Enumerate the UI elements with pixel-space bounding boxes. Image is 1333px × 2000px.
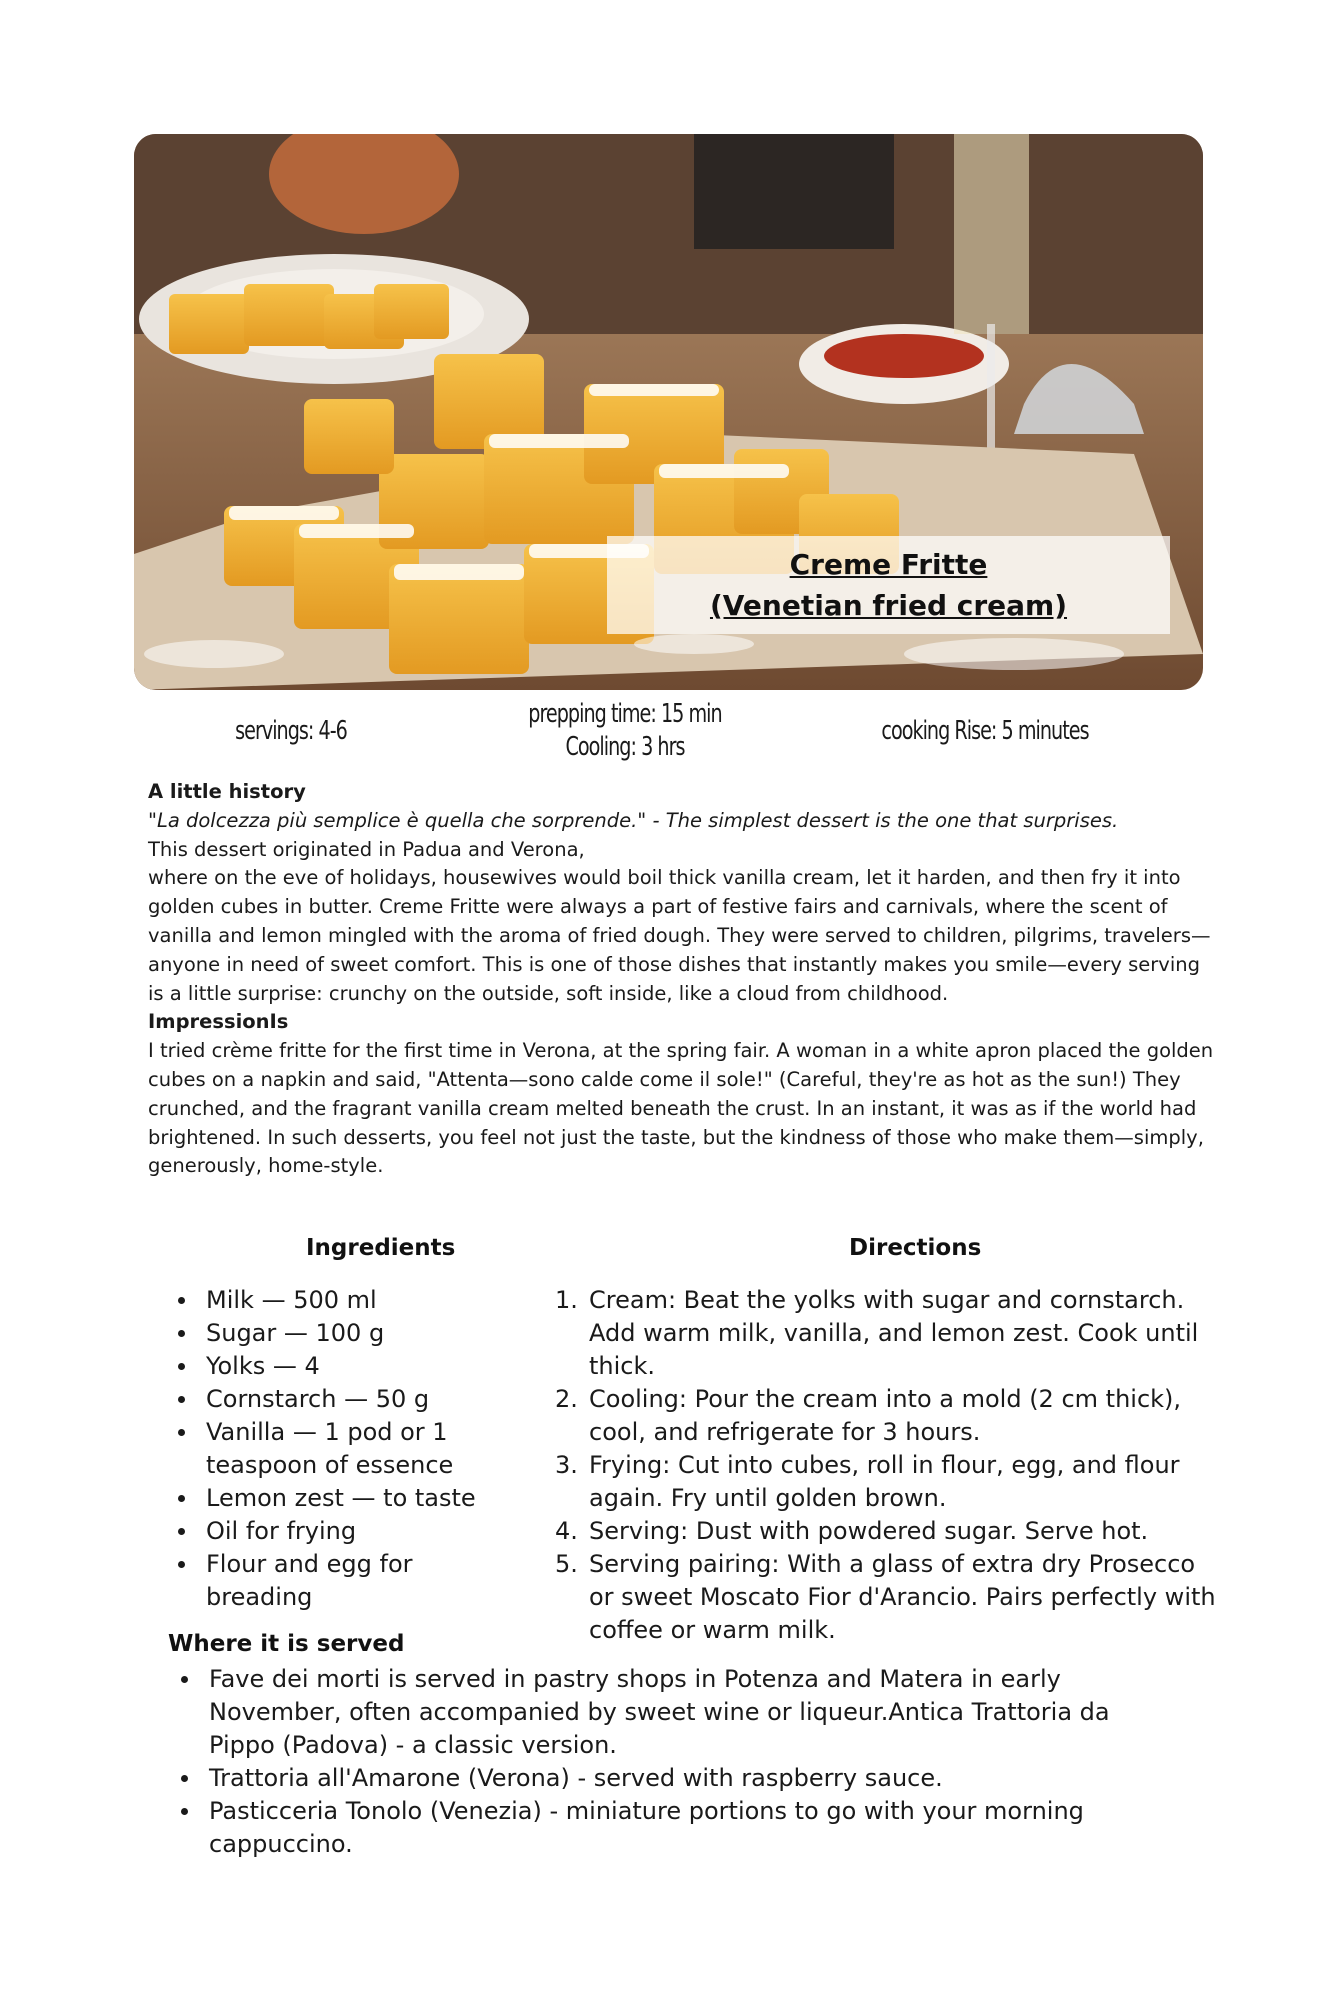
ingredient-item: Lemon zest — to taste: [172, 1482, 502, 1515]
impressions-heading: ImpressionIs: [148, 1010, 289, 1034]
step-number: 5.: [555, 1550, 578, 1578]
step-text: Serving pairing: With a glass of extra dry Prosecco or sweet Moscato Fior d'Arancio. Pairs perfectly with coffee or warm milk.: [589, 1550, 1216, 1644]
step-number: 2.: [555, 1385, 578, 1413]
direction-step: [555, 1383, 1220, 1449]
ingredient-item: Flour and egg for breading: [172, 1548, 502, 1614]
step-number: 1.: [555, 1286, 578, 1314]
ingredients-heading: Ingredients: [306, 1235, 456, 1261]
direction-step: [555, 1449, 1220, 1515]
ingredient-item: Cornstarch — 50 g: [172, 1383, 502, 1416]
ingredient-item: Sugar — 100 g: [172, 1317, 502, 1350]
step-text: Frying: Cut into cubes, roll in flour, egg, and flour again. Fry until golden brown.: [589, 1451, 1180, 1512]
ingredient-item: Vanilla — 1 pod or 1 teaspoon of essence: [172, 1416, 502, 1482]
step-number: 3.: [555, 1451, 578, 1479]
cooking-time-label: cooking Rise: 5 minutes: [881, 716, 1089, 746]
recipe-subtitle: (Venetian fried cream): [709, 589, 1068, 622]
where-served-list: [175, 1663, 1135, 1861]
history-section: [148, 778, 1218, 1181]
recipe-title-box: [607, 536, 1170, 634]
step-text: Cream: Beat the yolks with sugar and cornstarch. Add warm milk, vanilla, and lemon zest. Cook until thick.: [589, 1286, 1199, 1380]
served-location-item: Pasticceria Tonolo (Venezia) - miniature portions to go with your morning cappuccino.: [175, 1795, 1135, 1861]
recipe-title: Creme Fritte: [789, 548, 988, 581]
directions-list: [555, 1284, 1220, 1647]
ingredients-list: [172, 1284, 502, 1614]
servings-label: servings: 4-6: [235, 716, 347, 746]
impressions-body: I tried crème fritte for the first time in Verona, at the spring fair. A woman in a white apron placed the golden cubes on a napkin and said, "Attenta—sono calde come il sole!" (Careful, they're as hot as the sun!) They crunched, and the fragrant vanilla cream melted beneath the crust. In an instant, it was as if the world had brightened. In such desserts, you feel not just the taste, but the kindness of those who make them—simply, generously, home-style.: [148, 1039, 1214, 1178]
history-quote: "La dolcezza più semplice è quella che sorprende." - The simplest dessert is the one that surprises.: [148, 808, 1119, 832]
history-origin-line: This dessert originated in Padua and Verona,: [148, 837, 585, 861]
served-location-item: Fave dei morti is served in pastry shops in Potenza and Matera in early November, often accompanied by sweet wine or liqueur.Antica Trattoria da Pippo (Padova) - a classic version.: [175, 1663, 1135, 1762]
directions-heading: Directions: [849, 1235, 982, 1261]
step-text: Cooling: Pour the cream into a mold (2 cm thick), cool, and refrigerate for 3 hours.: [589, 1385, 1182, 1446]
ingredient-item: Milk — 500 ml: [172, 1284, 502, 1317]
cooling-time-line: Cooling: 3 hrs: [565, 732, 685, 762]
prep-time-label: [506, 698, 744, 764]
ingredient-item: Oil for frying: [172, 1515, 502, 1548]
history-heading: A little history: [148, 780, 306, 803]
direction-step: [555, 1515, 1220, 1548]
direction-step: [555, 1548, 1220, 1647]
step-text: Serving: Dust with powdered sugar. Serve hot.: [589, 1517, 1149, 1545]
step-number: 4.: [555, 1517, 578, 1545]
ingredient-item: Yolks — 4: [172, 1350, 502, 1383]
direction-step: [555, 1284, 1220, 1383]
served-location-item: Trattoria all'Amarone (Verona) - served with raspberry sauce.: [175, 1762, 1135, 1795]
history-body: where on the eve of holidays, housewives would boil thick vanilla cream, let it harden, and then fry it into golden cubes in butter. Creme Fritte were always a part of festive fairs and carnivals, where the scent of vanilla and lemon mingled with the aroma of fried dough. They were served to children, pilgrims, travelers—anyone in need of sweet comfort. This is one of those dishes that instantly makes you smile—every serving is a little surprise: crunchy on the outside, soft inside, like a cloud from childhood.: [148, 866, 1211, 1005]
prep-time-line: prepping time: 15 min: [528, 699, 722, 729]
where-served-heading: Where it is served: [168, 1631, 405, 1657]
